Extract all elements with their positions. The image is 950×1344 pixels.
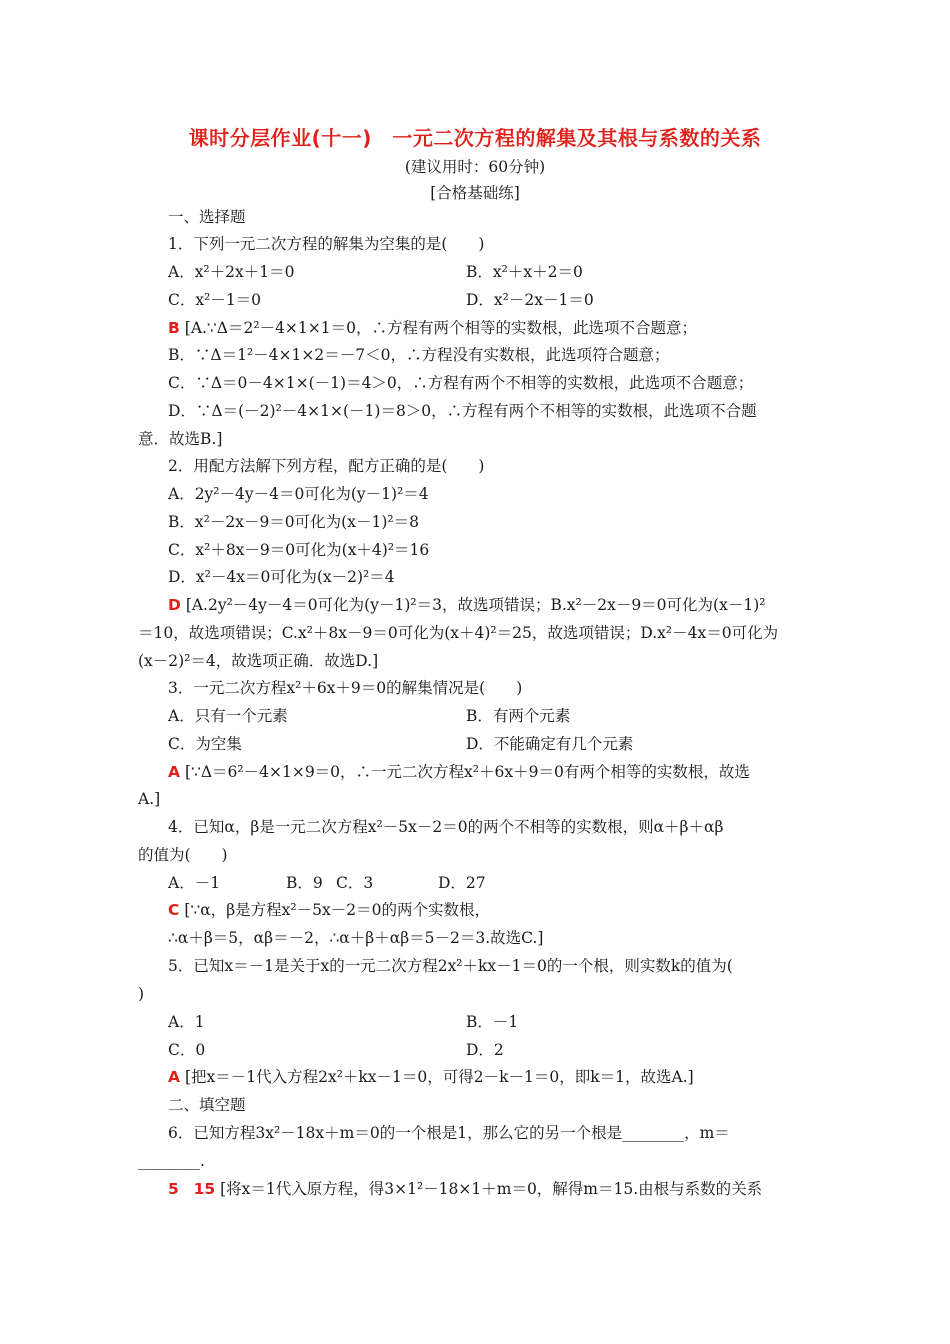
q5-stem-cont: ) xyxy=(138,985,145,1003)
q1-solution-c: C．∵Δ＝0－4×1×(－1)＝4＞0，∴方程有两个不相等的实数根，此选项不合题意； xyxy=(168,374,754,392)
q1-solution-d: D．∵Δ＝(－2)²－4×1×(－1)＝8＞0，∴方程有两个不相等的实数根，此选项不合题 xyxy=(168,402,757,420)
q3-answer: A xyxy=(168,763,180,781)
q5-option-d: D．2 xyxy=(466,1041,504,1059)
q3-option-a: A．只有一个元素 xyxy=(168,707,288,725)
q4-option-d: D．27 xyxy=(438,874,486,892)
q4-stem-cont: 的值为( ) xyxy=(138,846,228,864)
q5-option-a: A．1 xyxy=(168,1013,205,1031)
q3-option-d: D．不能确定有几个元素 xyxy=(466,735,634,753)
q6-solution-text: [将x＝1代入原方程，得3×1²－18×1＋m＝0，解得m＝15.由根与系数的关系 xyxy=(220,1180,763,1198)
q4-solution-text: [∵α，β是方程x²－5x－2＝0的两个实数根， xyxy=(184,901,490,919)
q1-solution-b: B．∵Δ＝1²－4×1×2＝－7＜0，∴方程没有实数根，此选项符合题意； xyxy=(168,346,670,364)
q6-answer-1: 5 xyxy=(168,1180,179,1198)
section-choice: 一、选择题 xyxy=(168,208,246,226)
q4-answer: C xyxy=(168,901,180,919)
q2-option-a: A．2y²－4y－4＝0可化为(y－1)²＝4 xyxy=(168,485,429,503)
q2-solution-line xyxy=(168,594,765,616)
page-title: 课时分层作业(十一) 一元二次方程的解集及其根与系数的关系 xyxy=(188,126,762,150)
q3-solution-end: A.] xyxy=(138,790,161,808)
q1-solution-end: 意．故选B.] xyxy=(138,430,223,448)
q5-solution-line xyxy=(168,1066,694,1088)
time-hint: (建议用时：60分钟) xyxy=(404,158,546,176)
q1-answer: B xyxy=(168,319,180,337)
q2-option-b: B．x²－2x－9＝0可化为(x－1)²＝8 xyxy=(168,513,419,531)
q3-solution-text: [∵Δ＝6²－4×1×9＝0，∴一元二次方程x²＋6x＋9＝0有两个相等的实数根，故选 xyxy=(184,763,750,781)
q4-option-a: A．－1 xyxy=(168,874,221,892)
q4-option-c: C．3 xyxy=(336,874,374,892)
q4-option-b: B．9 xyxy=(286,874,323,892)
q2-option-d: D．x²－4x＝0可化为(x－2)²＝4 xyxy=(168,568,395,586)
q2-solution-text: [A.2y²－4y－4＝0可化为(y－1)²＝3，故选项错误；B.x²－2x－9＝0可化为(x－1)² xyxy=(185,596,766,614)
q6-answer-2: 15 xyxy=(193,1180,216,1198)
q2-stem: 2．用配方法解下列方程，配方正确的是( ) xyxy=(168,457,485,475)
q5-solution-text: [把x＝－1代入方程2x²＋kx－1＝0，可得2－k－1＝0，即k＝1，故选A.] xyxy=(184,1068,694,1086)
q3-stem: 3．一元二次方程x²＋6x＋9＝0的解集情况是( ) xyxy=(168,679,523,697)
q5-answer: A xyxy=(168,1068,180,1086)
q5-stem: 5．已知x＝－1是关于x的一元二次方程2x²＋kx－1＝0的一个根，则实数k的值为( xyxy=(168,957,733,975)
q5-option-c: C．0 xyxy=(168,1041,206,1059)
q2-solution-3: (x－2)²＝4，故选项正确．故选D.] xyxy=(138,652,379,670)
q4-stem: 4．已知α，β是一元二次方程x²－5x－2＝0的两个不相等的实数根，则α＋β＋αβ xyxy=(168,818,724,836)
q3-option-c: C．为空集 xyxy=(168,735,242,753)
q1-solution-text: [A.∵Δ＝2²－4×1×1＝0，∴方程有两个相等的实数根，此选项不合题意； xyxy=(184,319,697,337)
q1-stem: 1．下列一元二次方程的解集为空集的是( ) xyxy=(168,235,485,253)
q2-solution-2: ＝10，故选项错误；C.x²＋8x－9＝0可化为(x＋4)²＝25，故选项错误；D.x²－4x＝0可化为 xyxy=(138,624,779,642)
q3-option-b: B．有两个元素 xyxy=(466,707,571,725)
q1-option-a: A．x²＋2x＋1＝0 xyxy=(168,263,295,281)
q3-solution-line xyxy=(168,761,750,783)
q6-solution-line xyxy=(168,1178,762,1200)
q1-solution-line xyxy=(168,317,697,339)
level-label: [合格基础练] xyxy=(430,184,520,202)
q6-stem: 6．已知方程3x²－18x＋m＝0的一个根是1，那么它的另一个根是________，m＝ xyxy=(168,1124,730,1142)
q6-stem-cont: ________. xyxy=(138,1152,205,1170)
q2-option-c: C．x²＋8x－9＝0可化为(x＋4)²＝16 xyxy=(168,541,430,559)
q2-answer: D xyxy=(168,596,181,614)
q1-option-b: B．x²＋x＋2＝0 xyxy=(466,263,583,281)
q4-solution-2: ∴α＋β＝5，αβ＝－2，∴α＋β＋αβ＝5－2＝3.故选C.] xyxy=(168,929,544,947)
section-fill: 二、填空题 xyxy=(168,1096,246,1114)
q1-option-d: D．x²－2x－1＝0 xyxy=(466,291,594,309)
q4-solution-line xyxy=(168,899,490,921)
q1-option-c: C．x²－1＝0 xyxy=(168,291,262,309)
q5-option-b: B．－1 xyxy=(466,1013,519,1031)
